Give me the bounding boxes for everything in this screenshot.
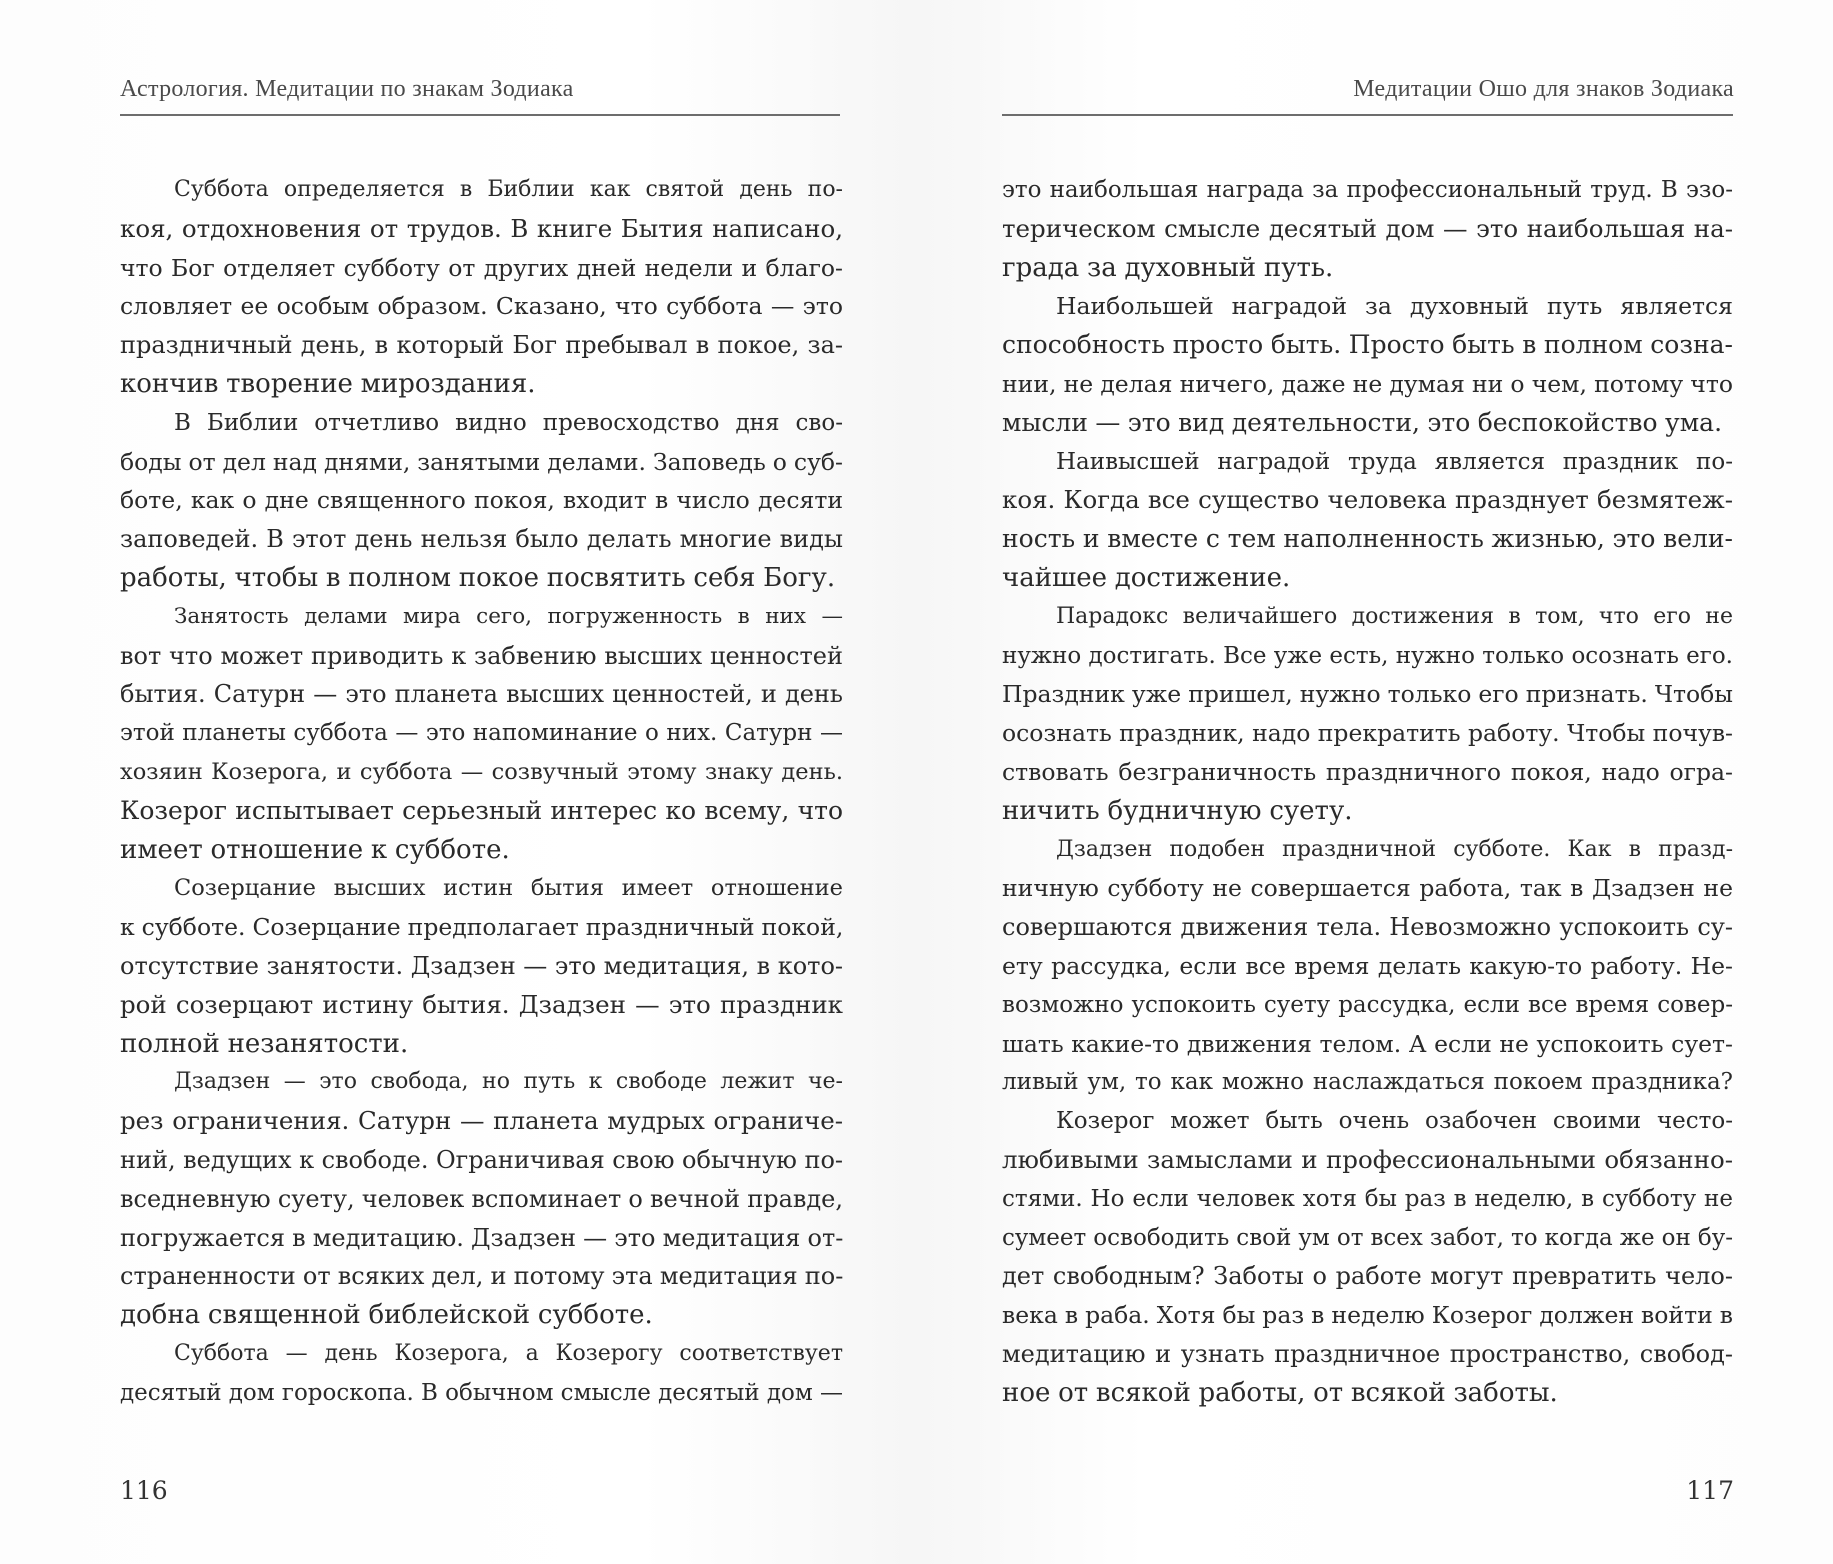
text-line: мысли — это вид деятельности, это беспокойство ума. [1002,407,1723,437]
text-line: что Бог отделяет субботу от других дней недели и благо- [120,253,843,282]
text-line: ний, ведущих к свободе. Ограничивая свою обычную по- [120,1145,843,1174]
text-line: погружается в медитацию. Дзадзен — это медитация от- [120,1223,844,1252]
text-line: нужно достигать. Все уже есть, нужно только осознать его. [1002,642,1733,669]
text-line: терическом смысле десятый дом — это наибольшая на- [1002,213,1733,243]
text-line: ничить будничную суету. [1002,795,1353,826]
text-line: Суббота определяется в Библии как святой день по- [174,177,843,202]
text-line: рой созерцают истину бытия. Дзадзен — это праздник [120,989,843,1019]
text-line: града за духовный путь. [1002,252,1334,283]
text-line: этой планеты суббота — это напоминание о них. Сатурн — [120,720,843,747]
right-page [916,0,1833,1564]
text-line: ливый ум, то как можно наслаждаться покоем праздника? [1002,1069,1733,1096]
running-head: Медитации Ошо для знаков Зодиака [1353,76,1734,102]
page-number: 117 [1686,1476,1734,1505]
text-line: возможно успокоить суету рассудка, если все время совер- [1002,991,1733,1018]
body-text [1002,171,1733,1413]
text-line: века в раба. Хотя бы раз в неделю Козерог должен войти в [1002,1301,1733,1330]
text-line: Козерог испытывает серьезный интерес ко всему, что [120,795,843,825]
text-line: праздничный день, в который Бог пребывал в покое, за- [120,331,843,360]
text-line: коя. Когда все существо человека празднует безмятеж- [1002,485,1733,515]
header-rule [120,114,840,116]
text-line: медитацию и узнать праздничное пространство, свобод- [1002,1339,1733,1368]
text-line: способность просто быть. Просто быть в полном созна- [1002,330,1733,360]
text-line: это наибольшая награда за профессиональный труд. В эзо- [1002,177,1733,203]
text-line: Парадокс величайшего достижения в том, что его не [1056,603,1733,629]
text-line: шать какие-то движения телом. А если не успокоить сует- [1002,1029,1733,1058]
text-line: совершаются движения тела. Невозможно успокоить су- [1002,913,1733,942]
text-line: ничную субботу не совершается работа, так в Дзадзен не [1002,874,1733,903]
text-line: Дзадзен подобен праздничной субботе. Как в празд- [1056,836,1733,862]
text-line: сумеет освободить свой ум от всех забот, то когда же он бу- [1002,1224,1733,1251]
text-line: ствовать безграничность праздничного покоя, надо огра- [1002,757,1733,786]
text-line: вот что может приводить к забвению высших ценностей [120,641,843,670]
running-head: Астрология. Медитации по знакам Зодиака [120,76,574,102]
text-line: осознать праздник, надо прекратить работу. Чтобы почув- [1002,719,1733,748]
left-page [0,0,916,1564]
text-line: Дзадзен — это свобода, но путь к свободе лежит че- [174,1069,843,1095]
text-line: В Библии отчетливо видно превосходство дня сво- [174,409,843,436]
text-line: Козерог может быть очень озабочен своими често- [1056,1108,1733,1135]
text-line: бытия. Сатурн — это планета высших ценностей, и день [120,680,843,709]
header-rule [1002,114,1733,116]
text-line: кончив творение мироздания. [120,368,536,399]
text-line: Наибольшей наградой за духовный путь является [1056,292,1733,321]
text-line: полной незанятости. [120,1028,409,1059]
text-line: Наивысшей наградой труда является праздник по- [1056,448,1733,475]
text-line: ность и вместе с тем наполненность жизнью, это вели- [1002,524,1733,554]
text-line: Созерцание высших истин бытия имеет отношение [174,875,843,902]
text-line: десятый дом гороскопа. В обычном смысле десятый дом — [120,1379,843,1406]
text-line: стями. Но если человек хотя бы раз в неделю, в субботу не [1002,1185,1733,1212]
body-text [120,171,843,1413]
page-number: 116 [120,1476,168,1505]
text-line: любивыми замыслами и профессиональными обязанно- [1002,1144,1733,1174]
text-line: имеет отношение к субботе. [120,834,510,865]
text-line: боды от дел над днями, занятыми делами. Заповедь о суб- [120,447,843,476]
text-line: Занятость делами мира сего, погруженность в них — [174,603,843,629]
text-line: хозяин Козерога, и суббота — созвучный этому знаку день. [120,758,843,785]
text-line: работы, чтобы в полном покое посвятить себя Богу. [120,562,836,593]
text-line: добна священной библейской субботе. [120,1300,653,1331]
text-line: страненности от всяких дел, и потому эта медитация по- [120,1262,844,1291]
text-line: вседневную суету, человек вспоминает о вечной правде, [120,1184,843,1213]
text-line: коя, отдохновения от трудов. В книге Бытия написано, [120,213,843,243]
text-line: дет свободным? Заботы о работе могут превратить чело- [1002,1262,1733,1291]
text-line: заповедей. В этот день нельзя было делать многие виды [120,525,843,554]
text-line: чайшее достижение. [1002,562,1291,593]
text-line: ету рассудка, если все время делать какую-то работу. Не- [1002,951,1733,980]
text-line: нии, не делая ничего, даже не думая ни о чем, потому что [1002,369,1733,398]
text-line: отсутствие занятости. Дзадзен — это медитация, в кото- [120,951,843,980]
text-line: к субботе. Созерцание предполагает праздничный покой, [120,913,844,942]
text-line: боте, как о дне священного покоя, входит в число десяти [120,486,843,515]
text-line: ное от всякой работы, от всякой заботы. [1002,1377,1558,1408]
text-line: Суббота — день Козерога, а Козерогу соответствует [174,1340,843,1366]
text-line: Праздник уже пришел, нужно только его признать. Чтобы [1002,680,1733,709]
text-line: словляет ее особым образом. Сказано, что суббота — это [120,292,843,321]
text-line: рез ограничения. Сатурн — планета мудрых ограниче- [120,1106,843,1136]
